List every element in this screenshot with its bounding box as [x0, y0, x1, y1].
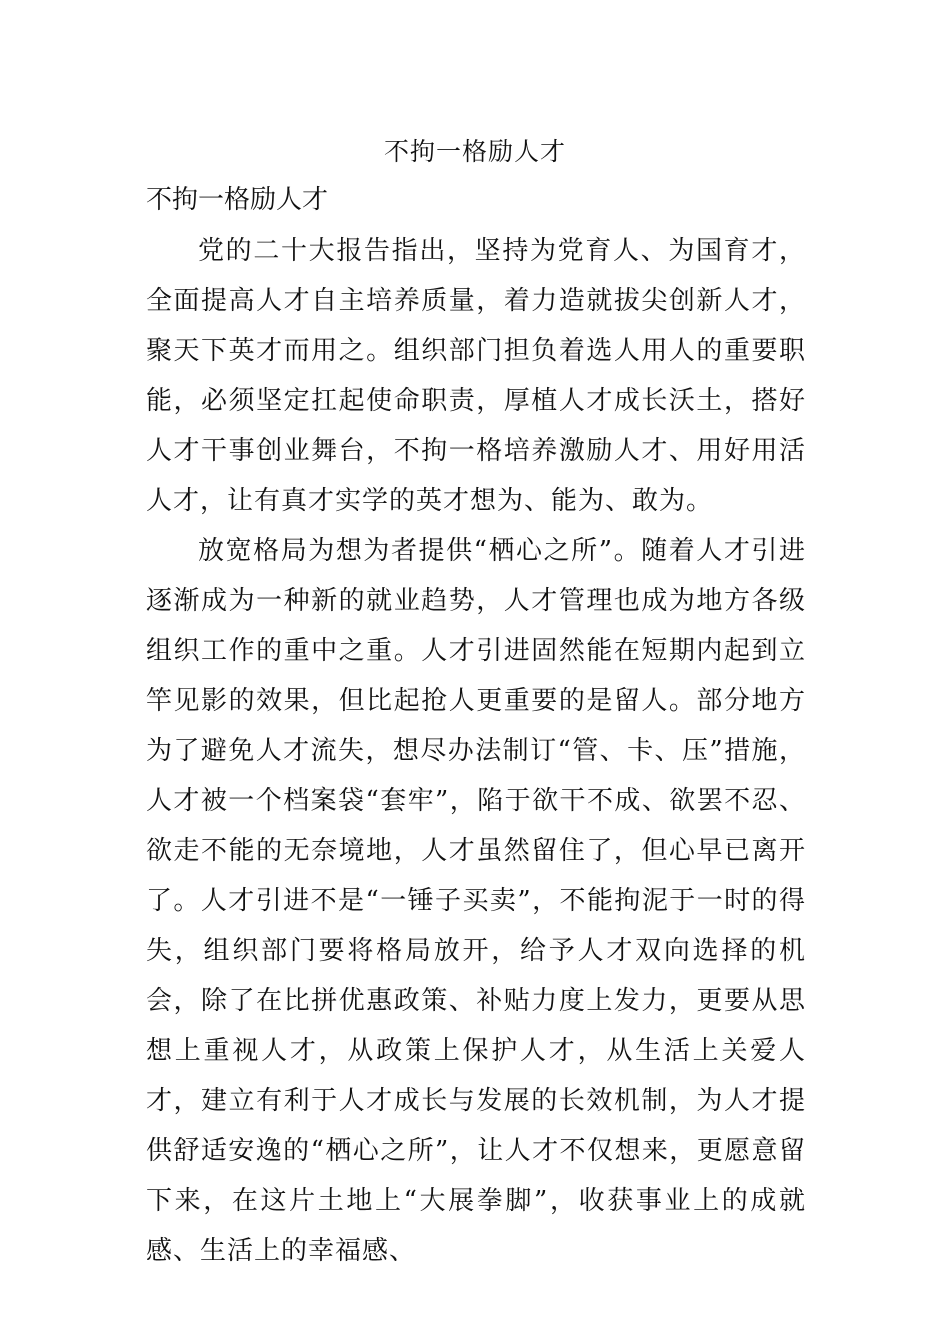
paragraph-1: 党的二十大报告指出，坚持为党育人、为国育才，全面提高人才自主培养质量，着力造就拔尖创新人才，聚天下英才而用之。组织部门担负着选人用人的重要职能，必须坚定扛起使命职责，厚植人才成长沃土，搭好人才干事创业舞台，不拘一格培养激励人才、用好用活人才，让有真才实学的英才想为、能为、敢为。 [146, 236, 806, 516]
document-subtitle: 不拘一格励人才 [146, 185, 329, 215]
document-body [146, 226, 806, 1276]
paragraph-2: 放宽格局为想为者提供“栖心之所”。随着人才引进逐渐成为一种新的就业趋势，人才管理也成为地方各级组织工作的重中之重。人才引进固然能在短期内起到立竿见影的效果，但比起抢人更重要的是留人。部分地方为了避免人才流失，想尽办法制订“管、卡、压”措施，人才被一个档案袋“套牢”，陷于欲干不成、欲罢不忍、欲走不能的无奈境地，人才虽然留住了，但心早已离开了。人才引进不是“一锤子买卖”，不能拘泥于一时的得失，组织部门要将格局放开，给予人才双向选择的机会，除了在比拼优惠政策、补贴力度上发力，更要从思想上重视人才，从政策上保护人才，从生活上关爱人才，建立有利于人才成长与发展的长效机制，为人才提供舒适安逸的“栖心之所”，让人才不仅想来，更愿意留下来，在这片土地上“大展拳脚”，收获事业上的成就感、生活上的幸福感、 [146, 536, 806, 1266]
document-title: 不拘一格励人才 [383, 137, 566, 166]
